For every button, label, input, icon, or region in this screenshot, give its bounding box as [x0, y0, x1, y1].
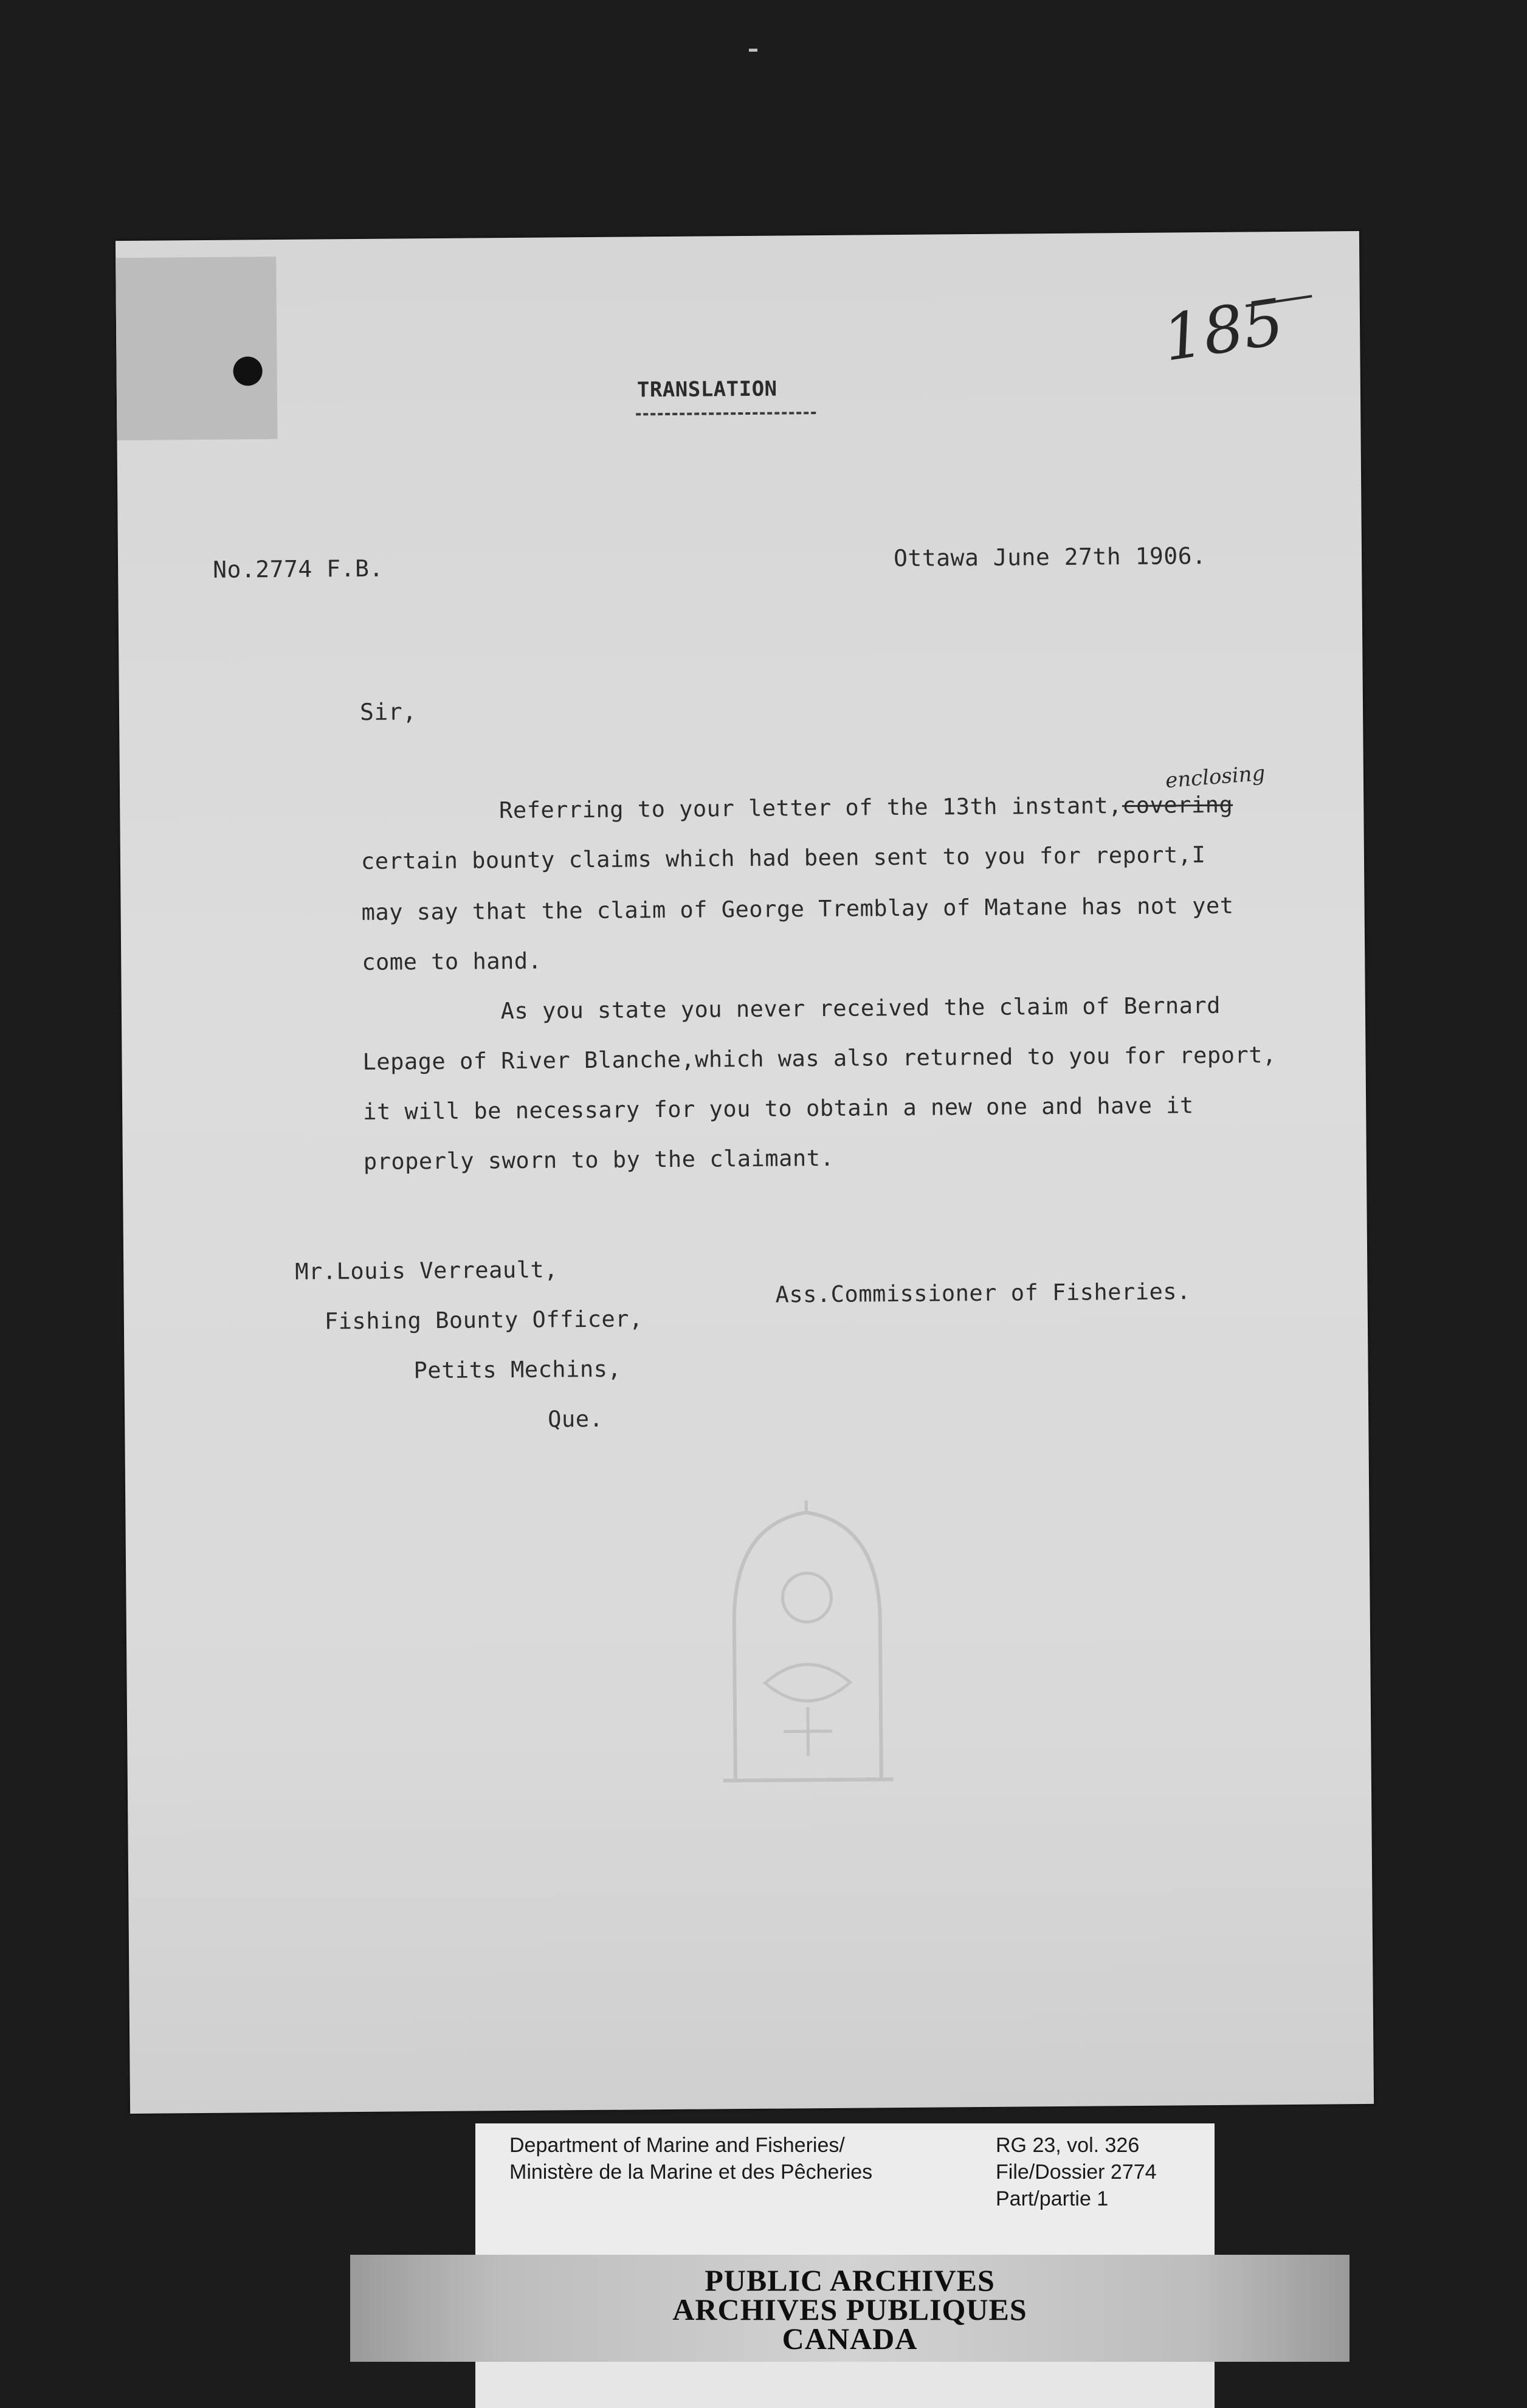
paper-corner-tab	[115, 257, 277, 440]
body-line: properly sworn to by the claimant.	[363, 1144, 835, 1175]
reference-line: Part/partie 1	[996, 2187, 1109, 2210]
document-heading: TRANSLATION	[636, 376, 777, 403]
department-label	[509, 2132, 872, 2185]
archive-caption-card	[475, 2123, 1215, 2263]
reference-number: No.2774 F.B.	[213, 555, 384, 583]
department-line: Ministère de la Marine et des Pêcheries	[509, 2161, 873, 2184]
archive-stamp-backing	[475, 2362, 1215, 2408]
archive-stamp-text	[350, 2263, 1349, 2356]
archive-reference	[996, 2132, 1157, 2212]
watermark-crest	[697, 1500, 918, 1793]
body-line: certain bounty claims which had been sent to you for report,I	[360, 842, 1206, 874]
show-through-ink: ﾠ	[887, 1166, 980, 1276]
addressee-line: Fishing Bounty Officer,	[324, 1306, 643, 1335]
department-line: Department of Marine and Fisheries/	[509, 2134, 845, 2157]
folio-number: 185	[1158, 284, 1289, 376]
archive-stamp-line: PUBLIC ARCHIVES	[705, 2263, 995, 2297]
body-line: Lepage of River Blanche,which was also returned to you for report,	[362, 1042, 1277, 1075]
salutation: Sir,	[359, 698, 417, 725]
reference-line: File/Dossier 2774	[996, 2161, 1157, 2184]
body-line: may say that the claim of George Tremblay of Matane has not yet	[361, 892, 1234, 925]
body-line: As you state you never received the claim of Bernard	[362, 992, 1221, 1025]
body-line: it will be necessary for you to obtain a new one and have it	[363, 1092, 1194, 1125]
body-line: come to hand.	[362, 947, 542, 975]
date-line: Ottawa June 27th 1906.	[893, 542, 1207, 572]
body-line-text: Referring to your letter of the 13th instant,	[360, 792, 1123, 825]
punch-hole	[233, 356, 262, 386]
handwritten-correction: enclosing	[1164, 761, 1266, 794]
archive-stamp	[350, 2255, 1349, 2362]
addressee-line: Petits Mechins,	[413, 1355, 622, 1384]
struck-word: covering	[1122, 791, 1233, 819]
addressee-line: Mr.Louis Verreault,	[295, 1256, 559, 1285]
addressee-line: Que.	[548, 1405, 604, 1433]
archive-stamp-line: CANADA	[782, 2322, 918, 2356]
scan-mark	[749, 49, 757, 52]
heading-underline	[636, 412, 816, 415]
archive-stamp-line: ARCHIVES PUBLIQUES	[672, 2292, 1027, 2327]
signature-title: Ass.Commissioner of Fisheries.	[775, 1278, 1191, 1308]
letter-sheet	[115, 231, 1374, 2114]
reference-line: RG 23, vol. 326	[996, 2134, 1140, 2157]
body-line	[360, 792, 1233, 825]
